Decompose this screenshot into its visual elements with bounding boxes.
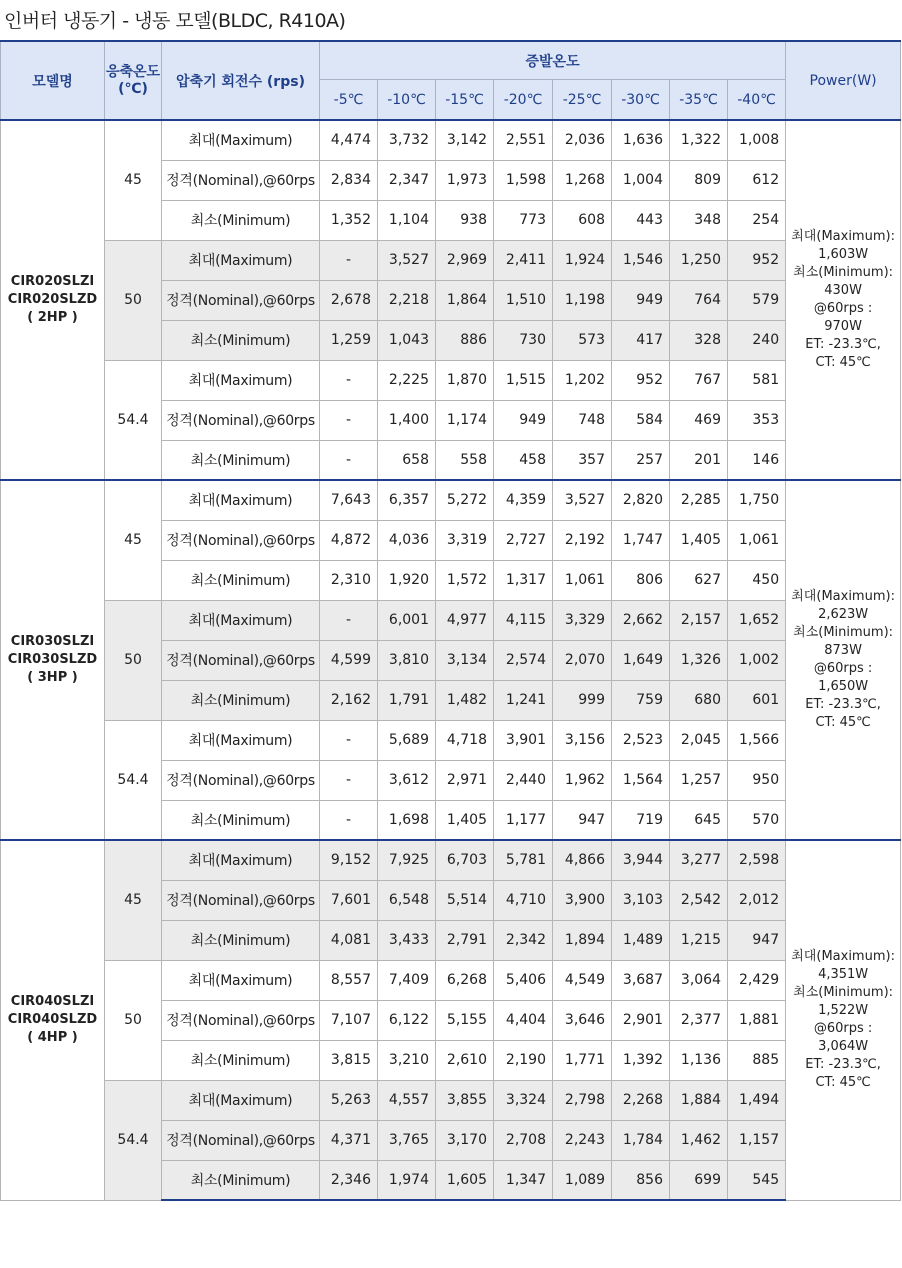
capacity-value-cell: 3,170 [436, 1120, 494, 1160]
capacity-value-cell: 764 [670, 280, 728, 320]
page-title: 인버터 냉동기 - 냉동 모델(BLDC, R410A) [4, 10, 346, 32]
rps-label-cell: 정격(Nominal),@60rps [162, 520, 320, 560]
capacity-value-cell: 4,872 [320, 520, 378, 560]
rps-label-cell: 최소(Minimum) [162, 560, 320, 600]
capacity-value-cell: 645 [670, 800, 728, 840]
capacity-value-cell: 3,210 [378, 1040, 436, 1080]
capacity-value-cell: 2,157 [670, 600, 728, 640]
capacity-value-cell: 1,215 [670, 920, 728, 960]
capacity-value-cell: 1,784 [612, 1120, 670, 1160]
capacity-value-cell: 4,404 [494, 1000, 553, 1040]
capacity-value-cell: 748 [553, 400, 612, 440]
capacity-value-cell: - [320, 720, 378, 760]
capacity-value-cell: 4,371 [320, 1120, 378, 1160]
capacity-value-cell: 7,107 [320, 1000, 378, 1040]
capacity-value-cell: 773 [494, 200, 553, 240]
capacity-value-cell: 3,901 [494, 720, 553, 760]
condensing-temp-cell: 45 [105, 840, 162, 960]
capacity-value-cell: 952 [728, 240, 786, 280]
capacity-value-cell: 1,241 [494, 680, 553, 720]
capacity-value-cell: 1,002 [728, 640, 786, 680]
capacity-value-cell: 558 [436, 440, 494, 480]
capacity-value-cell: 2,310 [320, 560, 378, 600]
table-row [1, 720, 901, 760]
capacity-value-cell: 2,662 [612, 600, 670, 640]
rps-label-cell: 최대(Maximum) [162, 840, 320, 880]
capacity-value-cell: 1,352 [320, 200, 378, 240]
capacity-value-cell: 2,727 [494, 520, 553, 560]
capacity-value-cell: 1,198 [553, 280, 612, 320]
capacity-value-cell: 2,192 [553, 520, 612, 560]
capacity-value-cell: 4,599 [320, 640, 378, 680]
capacity-value-cell: 2,377 [670, 1000, 728, 1040]
capacity-value-cell: 2,678 [320, 280, 378, 320]
capacity-value-cell: 3,612 [378, 760, 436, 800]
capacity-value-cell: 6,122 [378, 1000, 436, 1040]
rps-label-cell: 최소(Minimum) [162, 920, 320, 960]
capacity-value-cell: 809 [670, 160, 728, 200]
capacity-value-cell: 4,557 [378, 1080, 436, 1120]
capacity-value-cell: 2,070 [553, 640, 612, 680]
rps-label-cell: 최대(Maximum) [162, 600, 320, 640]
capacity-value-cell: 450 [728, 560, 786, 600]
capacity-value-cell: 949 [612, 280, 670, 320]
capacity-value-cell: 3,277 [670, 840, 728, 880]
capacity-value-cell: 1,089 [553, 1160, 612, 1200]
model-name-cell: CIR040SLZI CIR040SLZD ( 4HP ) [1, 840, 105, 1200]
capacity-value-cell: 3,732 [378, 120, 436, 160]
capacity-value-cell: - [320, 800, 378, 840]
rps-label-cell: 최대(Maximum) [162, 1080, 320, 1120]
capacity-value-cell: 2,347 [378, 160, 436, 200]
header-temp-cell: -5℃ [320, 80, 378, 121]
condensing-temp-cell: 45 [105, 120, 162, 240]
capacity-value-cell: 1,894 [553, 920, 612, 960]
capacity-value-cell: 3,433 [378, 920, 436, 960]
capacity-value-cell: 1,924 [553, 240, 612, 280]
capacity-value-cell: 1,515 [494, 360, 553, 400]
capacity-value-cell: 581 [728, 360, 786, 400]
capacity-value-cell: 680 [670, 680, 728, 720]
capacity-value-cell: 5,272 [436, 480, 494, 520]
capacity-value-cell: 4,549 [553, 960, 612, 1000]
model-group [1, 120, 901, 480]
capacity-value-cell: 1,572 [436, 560, 494, 600]
capacity-value-cell: 947 [553, 800, 612, 840]
model-name-cell: CIR020SLZI CIR020SLZD ( 2HP ) [1, 120, 105, 480]
capacity-value-cell: 1,177 [494, 800, 553, 840]
condensing-temp-cell: 54.4 [105, 1080, 162, 1200]
capacity-value-cell: 4,081 [320, 920, 378, 960]
capacity-value-cell: 2,610 [436, 1040, 494, 1080]
header-evaporating-temp: 증발온도 [320, 41, 786, 80]
model-group [1, 840, 901, 1200]
capacity-value-cell: 1,564 [612, 760, 670, 800]
capacity-value-cell: 545 [728, 1160, 786, 1200]
capacity-value-cell: 1,881 [728, 1000, 786, 1040]
rps-label-cell: 최소(Minimum) [162, 200, 320, 240]
capacity-value-cell: 5,155 [436, 1000, 494, 1040]
header-temp-cell: -35℃ [670, 80, 728, 121]
capacity-value-cell: 3,765 [378, 1120, 436, 1160]
capacity-value-cell: 2,012 [728, 880, 786, 920]
capacity-value-cell: 1,400 [378, 400, 436, 440]
table-row [1, 840, 901, 880]
capacity-value-cell: 886 [436, 320, 494, 360]
rps-label-cell: 정격(Nominal),@60rps [162, 400, 320, 440]
capacity-value-cell: 1,598 [494, 160, 553, 200]
capacity-value-cell: 1,405 [436, 800, 494, 840]
header-power: Power(W) [786, 41, 901, 120]
capacity-value-cell: 2,598 [728, 840, 786, 880]
power-cell: 최대(Maximum): 1,603W 최소(Minimum): 430W @60rps : 970W ET: -23.3℃, CT: 45℃ [786, 120, 901, 480]
header-compressor-rps: 압축기 회전수 (rps) [162, 41, 320, 120]
capacity-value-cell: 2,901 [612, 1000, 670, 1040]
capacity-value-cell: 1,962 [553, 760, 612, 800]
capacity-value-cell: 146 [728, 440, 786, 480]
header-temp-cell: -40℃ [728, 80, 786, 121]
capacity-value-cell: 699 [670, 1160, 728, 1200]
rps-label-cell: 최소(Minimum) [162, 320, 320, 360]
capacity-value-cell: 1,482 [436, 680, 494, 720]
capacity-value-cell: 201 [670, 440, 728, 480]
capacity-value-cell: - [320, 240, 378, 280]
capacity-value-cell: 1,920 [378, 560, 436, 600]
capacity-value-cell: 2,225 [378, 360, 436, 400]
rps-label-cell: 최대(Maximum) [162, 720, 320, 760]
capacity-value-cell: 2,162 [320, 680, 378, 720]
condensing-temp-cell: 45 [105, 480, 162, 600]
capacity-value-cell: 3,527 [553, 480, 612, 520]
capacity-value-cell: 1,136 [670, 1040, 728, 1080]
capacity-value-cell: 1,870 [436, 360, 494, 400]
capacity-value-cell: 767 [670, 360, 728, 400]
capacity-value-cell: 5,781 [494, 840, 553, 880]
capacity-value-cell: 952 [612, 360, 670, 400]
capacity-value-cell: 2,523 [612, 720, 670, 760]
capacity-value-cell: 4,710 [494, 880, 553, 920]
capacity-value-cell: 4,977 [436, 600, 494, 640]
capacity-value-cell: 1,061 [728, 520, 786, 560]
capacity-value-cell: 7,601 [320, 880, 378, 920]
capacity-value-cell: 1,698 [378, 800, 436, 840]
capacity-value-cell: 2,969 [436, 240, 494, 280]
capacity-value-cell: 4,866 [553, 840, 612, 880]
capacity-value-cell: 6,357 [378, 480, 436, 520]
capacity-value-cell: 1,259 [320, 320, 378, 360]
capacity-value-cell: 7,643 [320, 480, 378, 520]
condensing-temp-cell: 50 [105, 600, 162, 720]
capacity-value-cell: 759 [612, 680, 670, 720]
rps-label-cell: 최대(Maximum) [162, 960, 320, 1000]
capacity-value-cell: 2,791 [436, 920, 494, 960]
capacity-value-cell: 1,771 [553, 1040, 612, 1080]
rps-label-cell: 정격(Nominal),@60rps [162, 1000, 320, 1040]
capacity-value-cell: 1,322 [670, 120, 728, 160]
model-name-cell: CIR030SLZI CIR030SLZD ( 3HP ) [1, 480, 105, 840]
capacity-value-cell: 2,045 [670, 720, 728, 760]
capacity-value-cell: 3,103 [612, 880, 670, 920]
capacity-value-cell: 7,925 [378, 840, 436, 880]
condensing-temp-cell: 50 [105, 240, 162, 360]
capacity-value-cell: 612 [728, 160, 786, 200]
capacity-value-cell: 2,798 [553, 1080, 612, 1120]
rps-label-cell: 정격(Nominal),@60rps [162, 280, 320, 320]
power-cell: 최대(Maximum): 2,623W 최소(Minimum): 873W @60rps : 1,650W ET: -23.3℃, CT: 45℃ [786, 480, 901, 840]
capacity-value-cell: 3,156 [553, 720, 612, 760]
capacity-value-cell: 2,218 [378, 280, 436, 320]
capacity-value-cell: 1,974 [378, 1160, 436, 1200]
capacity-value-cell: 1,510 [494, 280, 553, 320]
capacity-value-cell: 1,008 [728, 120, 786, 160]
capacity-value-cell: 3,944 [612, 840, 670, 880]
header-condensing-temp: 응축온도 (℃) [105, 41, 162, 120]
rps-label-cell: 최소(Minimum) [162, 440, 320, 480]
capacity-value-cell: 730 [494, 320, 553, 360]
capacity-value-cell: 1,652 [728, 600, 786, 640]
capacity-value-cell: 3,646 [553, 1000, 612, 1040]
capacity-value-cell: 1,605 [436, 1160, 494, 1200]
capacity-value-cell: 2,820 [612, 480, 670, 520]
capacity-value-cell: 2,429 [728, 960, 786, 1000]
capacity-value-cell: 608 [553, 200, 612, 240]
capacity-value-cell: 3,142 [436, 120, 494, 160]
capacity-value-cell: 950 [728, 760, 786, 800]
rps-label-cell: 최소(Minimum) [162, 680, 320, 720]
capacity-value-cell: 1,489 [612, 920, 670, 960]
capacity-value-cell: - [320, 600, 378, 640]
capacity-value-cell: 2,285 [670, 480, 728, 520]
header-model: 모델명 [1, 41, 105, 120]
capacity-value-cell: 8,557 [320, 960, 378, 1000]
table-row [1, 120, 901, 160]
capacity-value-cell: 2,190 [494, 1040, 553, 1080]
capacity-value-cell: 1,405 [670, 520, 728, 560]
capacity-value-cell: 658 [378, 440, 436, 480]
capacity-value-cell: 1,326 [670, 640, 728, 680]
capacity-value-cell: 5,514 [436, 880, 494, 920]
capacity-value-cell: 1,973 [436, 160, 494, 200]
capacity-value-cell: 2,268 [612, 1080, 670, 1120]
capacity-value-cell: 254 [728, 200, 786, 240]
table-row [1, 360, 901, 400]
capacity-value-cell: 573 [553, 320, 612, 360]
capacity-value-cell: - [320, 440, 378, 480]
capacity-value-cell: 1,392 [612, 1040, 670, 1080]
rps-label-cell: 최소(Minimum) [162, 1160, 320, 1200]
condensing-temp-cell: 54.4 [105, 360, 162, 480]
capacity-value-cell: 1,104 [378, 200, 436, 240]
capacity-value-cell: 627 [670, 560, 728, 600]
capacity-value-cell: 938 [436, 200, 494, 240]
capacity-value-cell: 2,036 [553, 120, 612, 160]
rps-label-cell: 정격(Nominal),@60rps [162, 640, 320, 680]
condensing-temp-cell: 54.4 [105, 720, 162, 840]
capacity-value-cell: 1,750 [728, 480, 786, 520]
capacity-value-cell: 1,864 [436, 280, 494, 320]
table-row [1, 480, 901, 520]
capacity-value-cell: 240 [728, 320, 786, 360]
capacity-value-cell: 3,134 [436, 640, 494, 680]
header-temp-cell: -20℃ [494, 80, 553, 121]
capacity-value-cell: 3,527 [378, 240, 436, 280]
capacity-value-cell: 1,061 [553, 560, 612, 600]
capacity-value-cell: 1,250 [670, 240, 728, 280]
capacity-value-cell: 1,494 [728, 1080, 786, 1120]
rps-label-cell: 최대(Maximum) [162, 240, 320, 280]
capacity-value-cell: 5,689 [378, 720, 436, 760]
capacity-value-cell: 2,708 [494, 1120, 553, 1160]
capacity-value-cell: 1,317 [494, 560, 553, 600]
capacity-value-cell: 4,718 [436, 720, 494, 760]
capacity-value-cell: 353 [728, 400, 786, 440]
capacity-value-cell: 4,474 [320, 120, 378, 160]
capacity-value-cell: 328 [670, 320, 728, 360]
capacity-value-cell: 601 [728, 680, 786, 720]
header-temp-cell: -15℃ [436, 80, 494, 121]
capacity-value-cell: 6,268 [436, 960, 494, 1000]
capacity-value-cell: 3,329 [553, 600, 612, 640]
header-temp-cell: -25℃ [553, 80, 612, 121]
rps-label-cell: 최대(Maximum) [162, 360, 320, 400]
capacity-value-cell: 3,687 [612, 960, 670, 1000]
capacity-value-cell: 4,359 [494, 480, 553, 520]
capacity-value-cell: 1,791 [378, 680, 436, 720]
capacity-value-cell: 2,411 [494, 240, 553, 280]
capacity-value-cell: 6,548 [378, 880, 436, 920]
capacity-value-cell: 1,747 [612, 520, 670, 560]
capacity-value-cell: 947 [728, 920, 786, 960]
capacity-value-cell: 3,900 [553, 880, 612, 920]
capacity-value-cell: 1,257 [670, 760, 728, 800]
capacity-value-cell: 3,815 [320, 1040, 378, 1080]
table-row [1, 240, 901, 280]
capacity-value-cell: 2,551 [494, 120, 553, 160]
capacity-value-cell: 257 [612, 440, 670, 480]
capacity-value-cell: 5,263 [320, 1080, 378, 1120]
capacity-value-cell: 1,202 [553, 360, 612, 400]
capacity-value-cell: 1,546 [612, 240, 670, 280]
capacity-value-cell: 885 [728, 1040, 786, 1080]
capacity-value-cell: 458 [494, 440, 553, 480]
capacity-value-cell: 443 [612, 200, 670, 240]
capacity-value-cell: 3,324 [494, 1080, 553, 1120]
capacity-value-cell: 1,462 [670, 1120, 728, 1160]
spec-table [0, 40, 901, 1201]
capacity-value-cell: - [320, 360, 378, 400]
capacity-value-cell: 1,884 [670, 1080, 728, 1120]
capacity-value-cell: 1,566 [728, 720, 786, 760]
capacity-value-cell: 4,115 [494, 600, 553, 640]
model-group [1, 480, 901, 840]
capacity-value-cell: 2,971 [436, 760, 494, 800]
capacity-value-cell: 1,649 [612, 640, 670, 680]
capacity-value-cell: 579 [728, 280, 786, 320]
capacity-value-cell: 2,440 [494, 760, 553, 800]
rps-label-cell: 최소(Minimum) [162, 1040, 320, 1080]
capacity-value-cell: 2,834 [320, 160, 378, 200]
capacity-value-cell: 1,636 [612, 120, 670, 160]
rps-label-cell: 정격(Nominal),@60rps [162, 880, 320, 920]
capacity-value-cell: 7,409 [378, 960, 436, 1000]
rps-label-cell: 정격(Nominal),@60rps [162, 160, 320, 200]
capacity-value-cell: 2,243 [553, 1120, 612, 1160]
table-row [1, 960, 901, 1000]
capacity-value-cell: 3,064 [670, 960, 728, 1000]
capacity-value-cell: 584 [612, 400, 670, 440]
capacity-value-cell: 1,043 [378, 320, 436, 360]
header-temp-cell: -30℃ [612, 80, 670, 121]
capacity-value-cell: 1,174 [436, 400, 494, 440]
capacity-value-cell: 1,157 [728, 1120, 786, 1160]
rps-label-cell: 최소(Minimum) [162, 800, 320, 840]
capacity-value-cell: - [320, 760, 378, 800]
rps-label-cell: 정격(Nominal),@60rps [162, 760, 320, 800]
rps-label-cell: 최대(Maximum) [162, 120, 320, 160]
capacity-value-cell: 5,406 [494, 960, 553, 1000]
capacity-value-cell: 1,347 [494, 1160, 553, 1200]
capacity-value-cell: 357 [553, 440, 612, 480]
capacity-value-cell: 6,703 [436, 840, 494, 880]
capacity-value-cell: 3,319 [436, 520, 494, 560]
table-row [1, 600, 901, 640]
capacity-value-cell: 6,001 [378, 600, 436, 640]
capacity-value-cell: 999 [553, 680, 612, 720]
capacity-value-cell: 570 [728, 800, 786, 840]
capacity-value-cell: - [320, 400, 378, 440]
capacity-value-cell: 2,574 [494, 640, 553, 680]
capacity-value-cell: 9,152 [320, 840, 378, 880]
capacity-value-cell: 719 [612, 800, 670, 840]
capacity-value-cell: 3,810 [378, 640, 436, 680]
capacity-value-cell: 469 [670, 400, 728, 440]
capacity-value-cell: 1,268 [553, 160, 612, 200]
capacity-value-cell: 2,542 [670, 880, 728, 920]
capacity-value-cell: 348 [670, 200, 728, 240]
capacity-value-cell: 856 [612, 1160, 670, 1200]
rps-label-cell: 정격(Nominal),@60rps [162, 1120, 320, 1160]
capacity-value-cell: 4,036 [378, 520, 436, 560]
condensing-temp-cell: 50 [105, 960, 162, 1080]
capacity-value-cell: 806 [612, 560, 670, 600]
capacity-value-cell: 2,346 [320, 1160, 378, 1200]
power-cell: 최대(Maximum): 4,351W 최소(Minimum): 1,522W @60rps : 3,064W ET: -23.3℃, CT: 45℃ [786, 840, 901, 1200]
capacity-value-cell: 1,004 [612, 160, 670, 200]
header-temp-cell: -10℃ [378, 80, 436, 121]
capacity-value-cell: 417 [612, 320, 670, 360]
rps-label-cell: 최대(Maximum) [162, 480, 320, 520]
capacity-value-cell: 2,342 [494, 920, 553, 960]
table-row [1, 1080, 901, 1120]
capacity-value-cell: 3,855 [436, 1080, 494, 1120]
capacity-value-cell: 949 [494, 400, 553, 440]
